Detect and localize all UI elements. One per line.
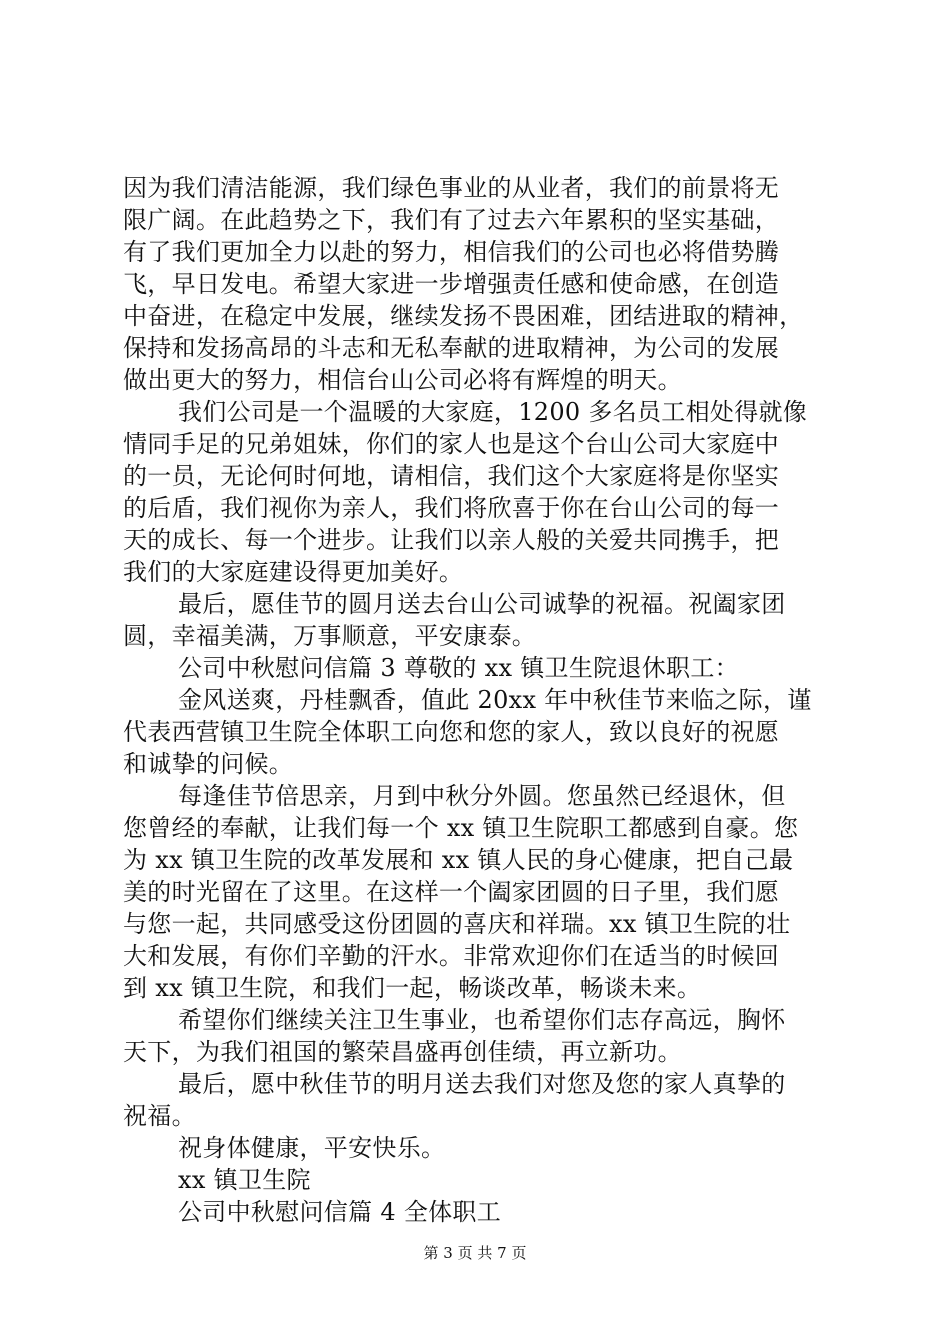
paragraph-first-line: 最后，愿中秋佳节的明月送去我们对您及您的家人真挚的 <box>178 1070 786 1098</box>
paragraph-first-line: 金风送爽，丹桂飘香，值此 20xx 年中秋佳节来临之际，谨 <box>178 686 812 714</box>
paragraph-first-line: 我们公司是一个温暖的大家庭，1200 多名员工相处得就像 <box>178 398 808 426</box>
text-line: 做出更大的努力，相信台山公司必将有辉煌的明天。 <box>123 366 682 394</box>
text-line: 和诚挚的问候。 <box>123 750 294 778</box>
section-heading-line: 公司中秋慰问信篇 4 全体职工 <box>178 1198 502 1226</box>
text-line: 的后盾，我们视你为亲人，我们将欣喜于你在台山公司的每一 <box>123 494 780 522</box>
paragraph-first-line: 每逢佳节倍思亲，月到中秋分外圆。您虽然已经退休，但 <box>178 782 786 810</box>
text-line: 祝福。 <box>123 1102 196 1130</box>
text-line: 为 xx 镇卫生院的改革发展和 xx 镇人民的身心健康，把自己最 <box>123 846 794 874</box>
paragraph-first-line: 最后，愿佳节的圆月送去台山公司诚挚的祝福。祝阖家团 <box>178 590 786 618</box>
text-line: 美的时光留在了这里。在这样一个阖家团圆的日子里，我们愿 <box>123 878 780 906</box>
text-line: 飞，早日发电。希望大家进一步增强责任感和使命感，在创造 <box>123 270 780 298</box>
text-line: 代表西营镇卫生院全体职工向您和您的家人，致以良好的祝愿 <box>123 718 780 746</box>
text-line: 中奋进，在稳定中发展，继续发扬不畏困难，团结进取的精神， <box>123 302 804 330</box>
text-line: 限广阔。在此趋势之下，我们有了过去六年累积的坚实基础， <box>123 206 780 234</box>
text-line: 与您一起，共同感受这份团圆的喜庆和祥瑞。xx 镇卫生院的壮 <box>123 910 791 938</box>
signature-line: xx 镇卫生院 <box>178 1166 311 1194</box>
text-line: 的一员，无论何时何地，请相信，我们这个大家庭将是你坚实 <box>123 462 780 490</box>
text-line: 您曾经的奉献，让我们每一个 xx 镇卫生院职工都感到自豪。您 <box>123 814 799 842</box>
text-line: 圆，幸福美满，万事顺意，平安康泰。 <box>123 622 537 650</box>
text-line: 保持和发扬高昂的斗志和无私奉献的进取精神，为公司的发展 <box>123 334 780 362</box>
page-number-footer: 第 3 页 共 7 页 <box>423 1244 527 1262</box>
text-line: 到 xx 镇卫生院，和我们一起，畅谈改革，畅谈未来。 <box>123 974 702 1002</box>
text-line: 因为我们清洁能源，我们绿色事业的从业者，我们的前景将无 <box>123 174 780 202</box>
text-line: 天的成长、每一个进步。让我们以亲人般的关爱共同携手，把 <box>123 526 780 554</box>
text-line: 天下，为我们祖国的繁荣昌盛再创佳绩，再立新功。 <box>123 1038 682 1066</box>
closing-line: 祝身体健康，平安快乐。 <box>178 1134 446 1162</box>
text-line: 我们的大家庭建设得更加美好。 <box>123 558 464 586</box>
text-line: 大和发展，有你们辛勤的汗水。非常欢迎你们在适当的时候回 <box>123 942 780 970</box>
text-line: 情同手足的兄弟姐妹，你们的家人也是这个台山公司大家庭中 <box>123 430 780 458</box>
paragraph-first-line: 希望你们继续关注卫生事业，也希望你们志存高远，胸怀 <box>178 1006 786 1034</box>
section-heading-line: 公司中秋慰问信篇 3 尊敬的 xx 镇卫生院退休职工： <box>178 654 739 682</box>
text-line: 有了我们更加全力以赴的努力，相信我们的公司也必将借势腾 <box>123 238 780 266</box>
